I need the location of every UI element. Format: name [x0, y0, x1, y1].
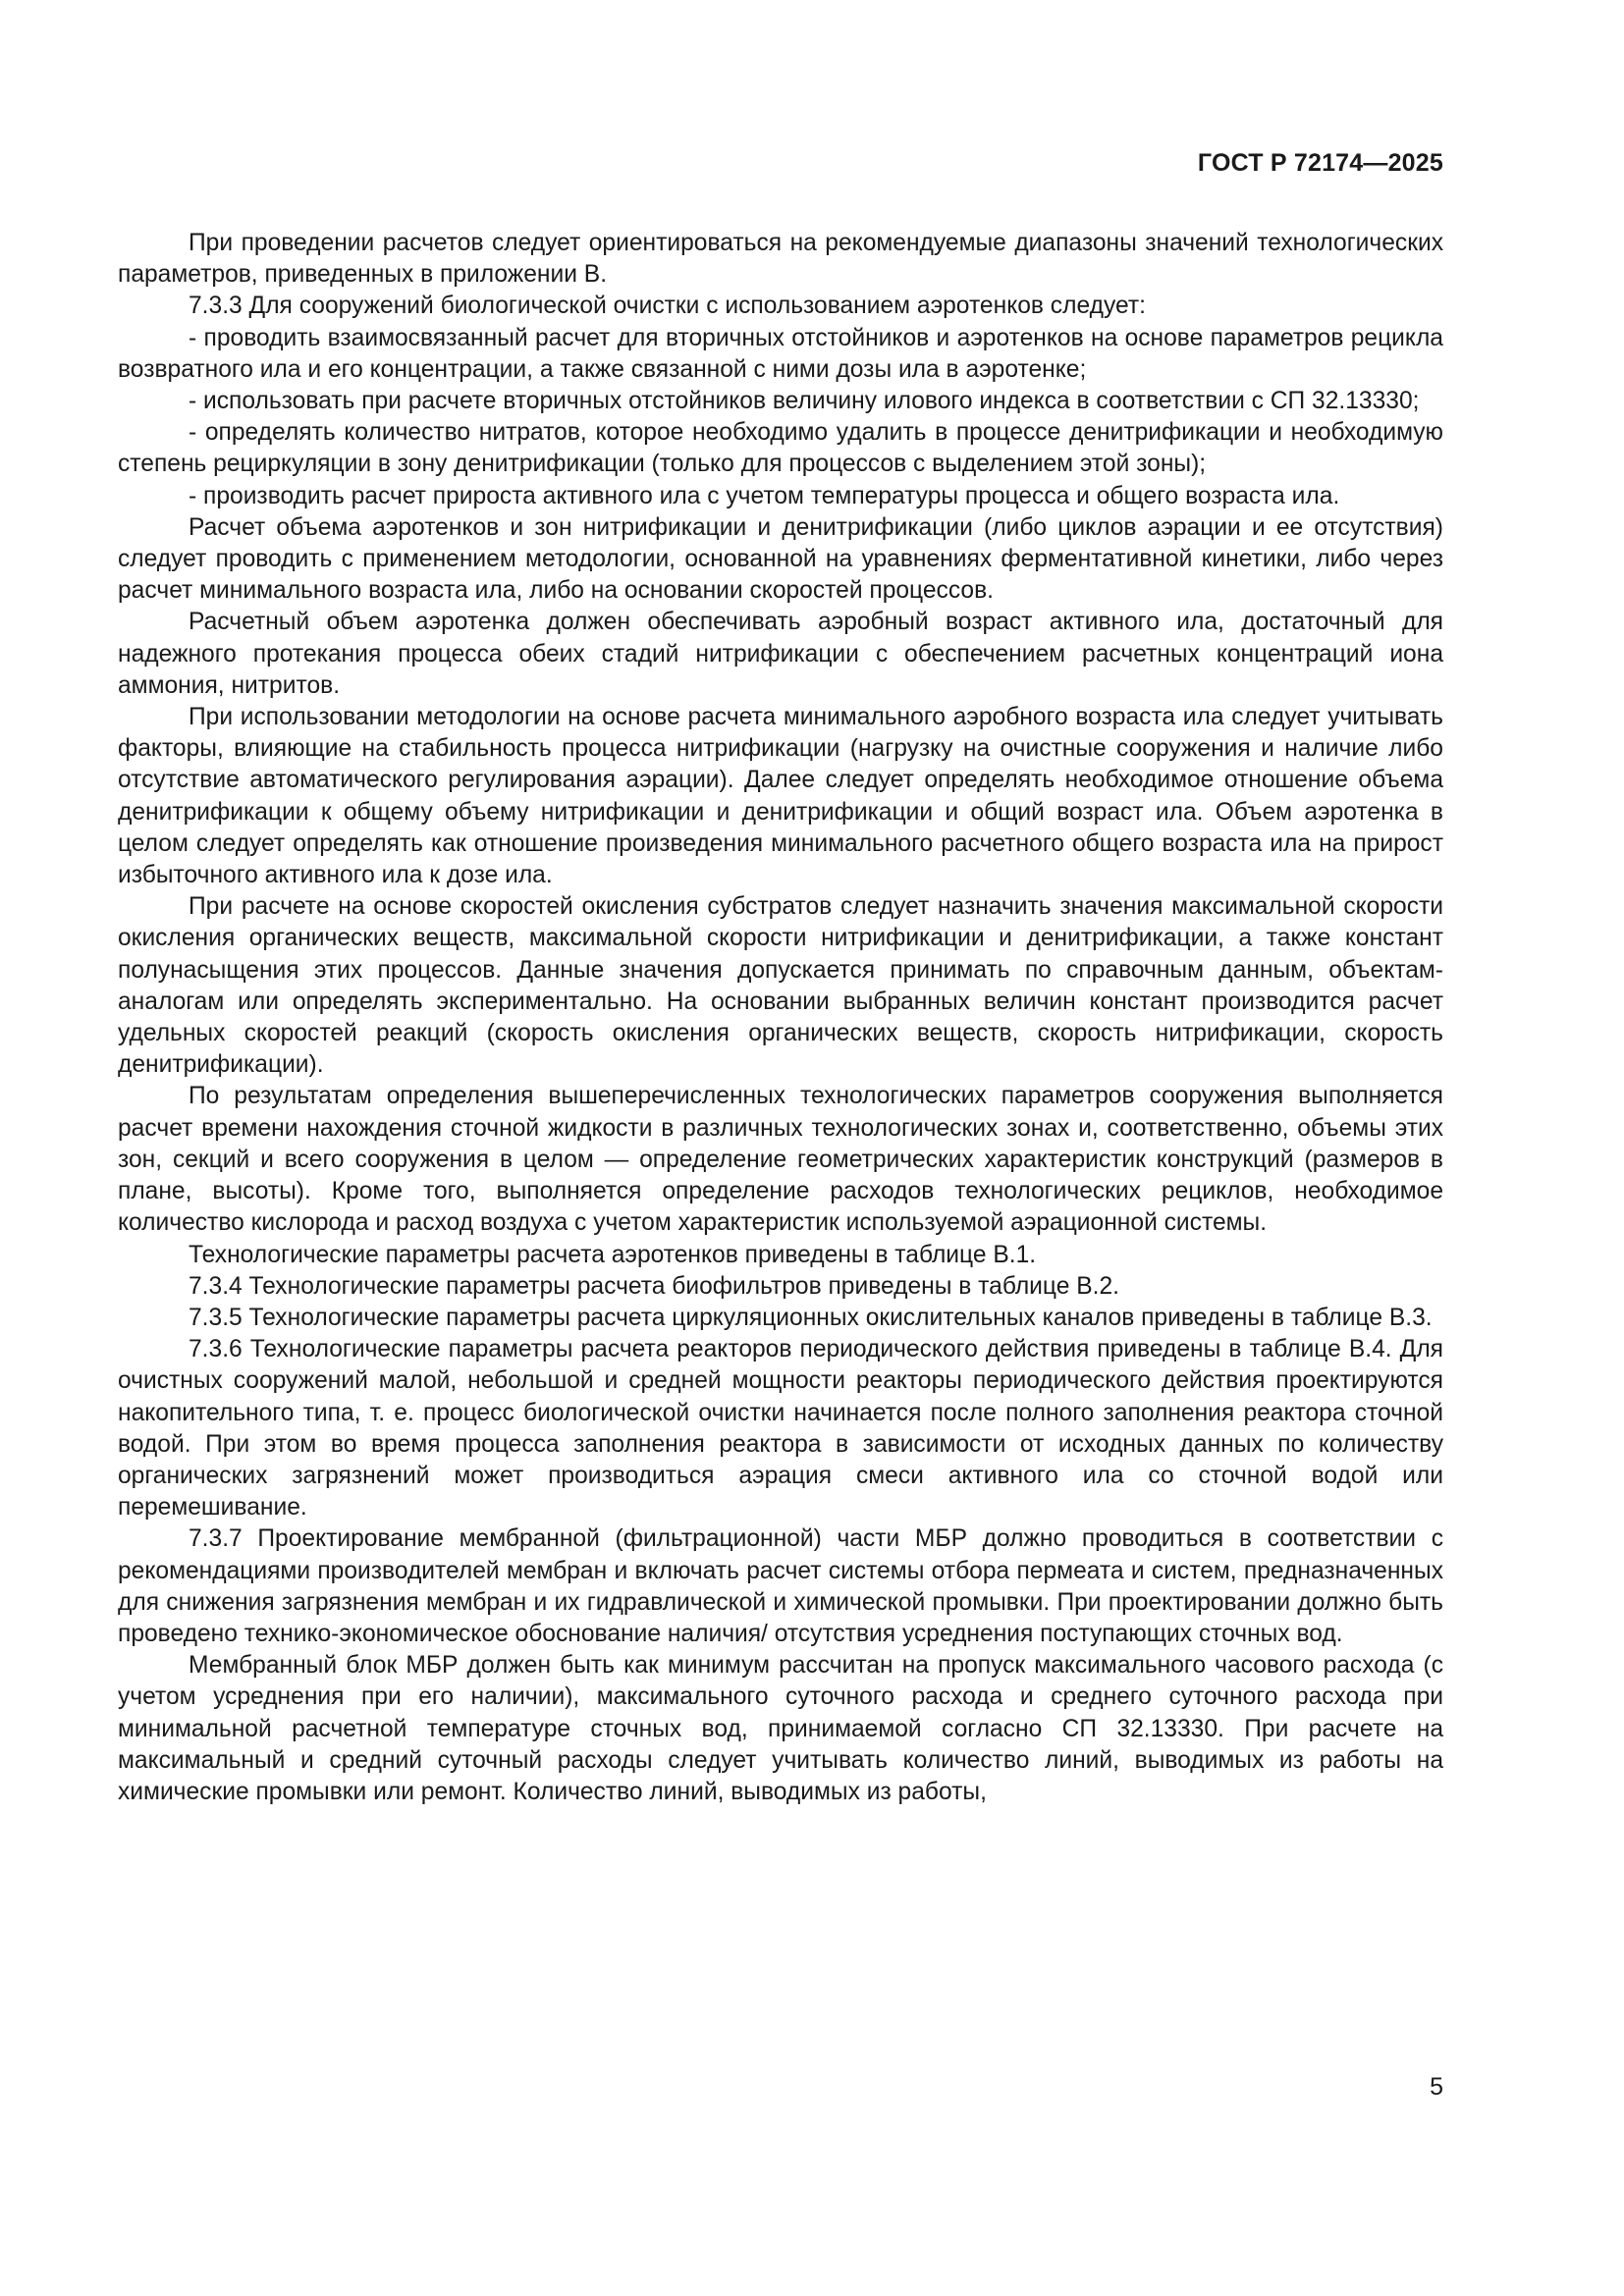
paragraph: Мембранный блок МБР должен быть как минимум рассчитан на пропуск максимального часового расхода (с учетом усреднения при его наличии), максимального суточного расхода и среднего суточного расхода при минимальной расчетной температуре сточных вод, принимаемой согласно СП 32.13330. При расчете на максимальный и средний суточный расходы следует учитывать количество линий, выводимых из работы на химические промывки или ремонт. Количество линий, выводимых из работы, — [118, 1652, 1443, 1805]
paragraph: Технологические параметры расчета аэротенков приведены в таблице В.1. — [189, 1241, 1037, 1268]
paragraph: При проведении расчетов следует ориентироваться на рекомендуемые диапазоны значений технологических параметров, приведенных в приложении В. — [118, 230, 1443, 289]
paragraph: 7.3.5 Технологические параметры расчета циркуляционных окислительных каналов приведены в таблице В.3. — [189, 1304, 1433, 1331]
paragraph: Расчетный объем аэротенка должен обеспечивать аэробный возраст активного ила, достаточный для надежного протекания процесса обеих стадий нитрификации с обеспечением расчетных концентраций иона аммония, нитритов. — [118, 609, 1443, 699]
paragraph: При использовании методологии на основе расчета минимального аэробного возраста ила следует учитывать факторы, влияющие на стабильность процесса нитрификации (нагрузку на очистные сооружения и наличие либо отсутствие автоматического регулирования аэрации). Далее следует определять необходимое отношение объема денитрификации к общему объему нитрификации и денитрификации и общий возраст ила. Объем аэротенка в целом следует определять как отношение произведения минимального расчетного общего возраста ила на прирост избыточного активного ила к дозе ила. — [118, 704, 1443, 889]
paragraph: При расчете на основе скоростей окисления субстратов следует назначить значения максимальной скорости окисления органических веществ, максимальной скорости нитрификации и денитрификации, а также констант полунасыщения этих процессов. Данные значения допускается принимать по справочным данным, объектам-аналогам или определять экспериментально. На основании выбранных величин констант производится расчет удельных скоростей реакций (скорость окисления органических веществ, скорость нитрификации, скорость денитрификации). — [118, 893, 1443, 1079]
paragraph: Расчет объема аэротенков и зон нитрификации и денитрификации (либо циклов аэрации и ее отсутствия) следует проводить с применением методологии, основанной на уравнениях ферментативной кинетики, либо через расчет минимального возраста ила, либо на основании скоростей процессов. — [118, 513, 1443, 605]
paragraph: 7.3.3 Для сооружений биологической очистки с использованием аэротенков следует: — [189, 293, 1146, 320]
paragraph: - использовать при расчете вторичных отстойников величину илового индекса в соответствии с СП 32.13330; — [189, 388, 1420, 415]
document-body — [118, 228, 1443, 1808]
paragraph: - проводить взаимосвязанный расчет для вторичных отстойников и аэротенков на основе параметров рецикла возвратного ила и его концентрации, а также связанной с ними дозы ила в аэротенке; — [118, 324, 1443, 383]
paragraph: 7.3.6 Технологические параметры расчета реакторов периодического действия приведены в таблице В.4. Для очистных сооружений малой, небольшой и средней мощности реакторы периодического действия проектируются накопительного типа, т. е. процесс биологической очистки начинается после полного заполнения реактора сточной водой. При этом во время процесса заполнения реактора в зависимости от исходных данных по количеству органических загрязнений может производиться аэрация смеси активного ила со сточной водой или перемешивание. — [118, 1336, 1443, 1522]
paragraph: - производить расчет прироста активного ила с учетом температуры процесса и общего возраста ила. — [189, 482, 1340, 509]
paragraph: - определять количество нитратов, которое необходимо удалить в процессе денитрификации и необходимую степень рециркуляции в зону денитрификации (только для процессов с выделением этой зоны); — [118, 419, 1443, 478]
page-number: 5 — [1430, 2073, 1443, 2101]
paragraph: По результатам определения вышеперечисленных технологических параметров сооружения выполняется расчет времени нахождения сточной жидкости в различных технологических зонах и, соответственно, объемы этих зон, секций и всего сооружения в целом — определение геометрических характеристик конструкций (размеров в плане, высоты). Кроме того, выполняется определение расходов технологических рециклов, необходимое количество кислорода и расход воздуха с учетом характеристик используемой аэрационной системы. — [118, 1083, 1443, 1237]
document-header: ГОСТ Р 72174—2025 — [1197, 149, 1443, 177]
paragraph: 7.3.7 Проектирование мембранной (фильтрационной) части МБР должно проводиться в соответствии с рекомендациями производителей мембран и включать расчет системы отбора пермеата и систем, предназначенных для снижения загрязнения мембран и их гидравлической и химической промывки. При проектировании должно быть проведено технико-экономическое обоснование наличия/ отсутствия усреднения поступающих сточных вод. — [118, 1525, 1443, 1647]
paragraph: 7.3.4 Технологические параметры расчета биофильтров приведены в таблице В.2. — [189, 1272, 1119, 1300]
